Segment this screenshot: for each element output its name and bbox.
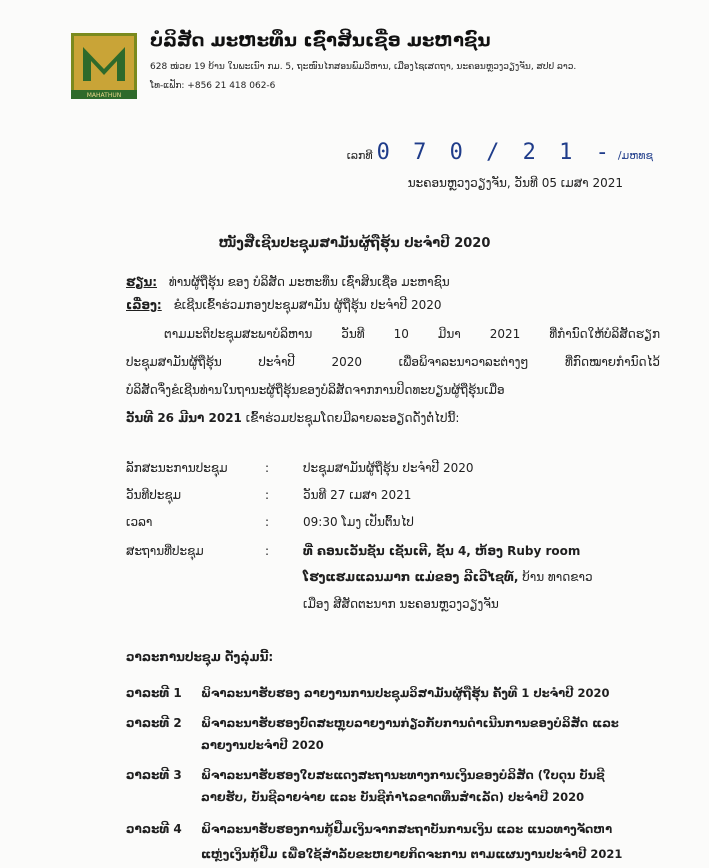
detail-colon: : [265,488,270,502]
agenda-number: ວາລະທີ 3 [126,768,182,782]
meeting-time: 09:30 ໂມງ ເປັນຕົ້ນໄປ [303,515,414,529]
meeting-date: ວັນທີ 27 ເມສາ 2021 [303,488,412,502]
logo-caption: MAHATHUN [86,92,122,99]
reference-number [347,140,653,165]
company-address: 628 ໜ່ວຍ 19 ບ້ານ ໃນພະເນົາ ກມ. 5, ຖະໜົນໄກສອນພົມວິຫານ, ເມືອງໄຊເສດຖາ, ນະຄອນຫຼວງວຽງຈັນ, ສປປ ລາວ. [150,62,577,72]
detail-label: ເວລາ [126,515,153,529]
agenda-number: ວາລະທີ 1 [126,686,182,700]
agenda-item-text: ພິຈາລະນາຮັບຮອງບົດສະຫຼຸບລາຍງານກ່ຽວກັບການດຳເນີນການຂອງບໍລິສັດ ແລະ [201,716,619,730]
reference-suffix: /ມຫທຊ [617,149,653,162]
place-date: ນະຄອນຫຼວງວຽງຈັນ, ວັນທີ 05 ເມສາ 2021 [407,176,623,190]
body-line-1: ຕາມມະຕິປະຊຸມສະພາບໍລິຫານ ວັນທີ 10 ມີນາ 2021 ທີ່ກຳນົດໃຫ້ບໍລິສັດຮຽກ [164,327,660,341]
company-name: ບໍລິສັດ ມະຫະທຶນ ເຊົ່າສິນເຊື່ອ ມະຫາຊົນ [150,30,491,51]
body-line-3: ບໍລິສັດຈຶ່ງຂໍເຊີນທ່ານໃນຖານະຜູ້ຖືຮຸ້ນຂອງບໍລິສັດຈາກການປິດທະບຽນຜູ້ຖືຮຸ້ນເມື່ອ [126,383,505,397]
reference-prefix: ເລກທີ [346,149,373,162]
document-title: ໜັງສືເຊີນປະຊຸມສາມັນຜູ້ຖືຮຸ້ນ ປະຈຳປີ 2020 [218,236,491,251]
meeting-venue-line-3: ເມືອງ ສີສັດຕະນາກ ນະຄອນຫຼວງວຽງຈັນ [303,597,499,611]
body-line-4 [126,412,660,424]
meeting-venue-line-2 [303,570,593,584]
detail-colon: : [265,515,270,529]
recipient-label: ຮຽນ: [126,275,158,289]
company-logo [71,33,137,99]
agenda-item-text-cont: ແຫຼ່ງເງິນກູ້ຢືມ ເພື່ອໃຊ້ສຳລັບຂະຫຍາຍກິດຈະການ ຕາມແຜນງານປະຈຳປີ 2021 [201,847,623,861]
agenda-item-text: ພິຈາລະນາຮັບຮອງ ລາຍງານການປະຊຸມວິສາມັນຜູ້ຖືຮຸ້ນ ຄັ້ງທີ 1 ປະຈຳປີ 2020 [201,686,610,700]
body-line-2: ປະຊຸມສາມັນຜູ້ຖືຮຸ້ນ ປະຈຳປີ 2020 ເພື່ອພິຈາລະນາວາລະຕ່າງໆ ທີ່ກົດໝາຍກຳນົດໄວ້ [126,355,660,369]
record-date: ວັນທີ 26 ມີນາ 2021 [126,411,242,425]
subject-line [126,298,442,312]
body-line-4-rest: ເຂົ້າຮ່ວມປະຊຸມໂດຍມີລາຍລະອຽດດັ່ງຕໍ່ໄປນີ້: [245,411,460,425]
meeting-venue: ທີ່ ຄອນເວັນຊັນ ເຊັນເຕີ, ຊັ້ນ 4, ຫ້ອງ Ruby room [303,544,581,558]
detail-colon: : [265,544,270,558]
subject-label: ເລື່ອງ: [126,298,162,312]
detail-colon: : [265,461,270,475]
recipient-line [126,275,450,289]
agenda-title: ວາລະການປະຊຸມ ດັ່ງລຸ່ມນີ້: [126,650,274,664]
detail-label: ສະຖານທີ່ປະຊຸມ [126,544,204,558]
agenda-item-text-cont: ລາຍຮັບ, ບັນຊີລາຍຈ່າຍ ແລະ ບັນຊີກຳໄລຂາດທຶນສຳເລັດ) ປະຈຳປີ 2020 [201,790,585,804]
agenda-number: ວາລະທີ 4 [126,822,182,836]
meeting-type: ປະຊຸມສາມັນຜູ້ຖືຮຸ້ນ ປະຈຳປີ 2020 [303,461,474,475]
agenda-item-text-cont: ລາຍງານປະຈຳປີ 2020 [201,738,324,752]
detail-label: ລັກສະນະການປະຊຸມ [126,461,228,475]
subject-text: ຂໍເຊີນເຂົ້າຮ່ວມກອງປະຊຸມສາມັນ ຜູ້ຖືຮຸ້ນ ປະຈຳປີ 2020 [173,298,442,312]
venue-hotel: ໂຮງແຮມແລນມາກ ແມ່ຂອງ ລີເວີໄຊທ໌, [303,570,519,584]
reference-digits: 0 7 0 / 2 1 - [376,140,614,165]
company-phone: ໂທ-ແຟັກ: +856 21 418 062-6 [150,81,276,91]
agenda-item-text: ພິຈາລະນາຮັບຮອງໃບສະແດງສະຖານະທາງການເງິນຂອງບໍລິສັດ (ໃບດຸນ ບັນຊີ [201,768,605,782]
venue-village: ບ້ານ ທາດຂາວ [522,570,593,584]
recipient-text: ທ່ານຜູ້ຖືຮຸ້ນ ຂອງ ບໍລິສັດ ມະຫະທຶນ ເຊົ່າສິນເຊື່ອ ມະຫາຊົນ [168,275,450,289]
detail-label: ວັນທີປະຊຸມ [126,488,182,502]
agenda-item-text: ພິຈາລະນາຮັບຮອງການກູ້ຢືມເງິນຈາກສະຖາບັນການເງິນ ແລະ ແນວທາງຈັດຫາ [201,822,613,836]
agenda-number: ວາລະທີ 2 [126,716,182,730]
